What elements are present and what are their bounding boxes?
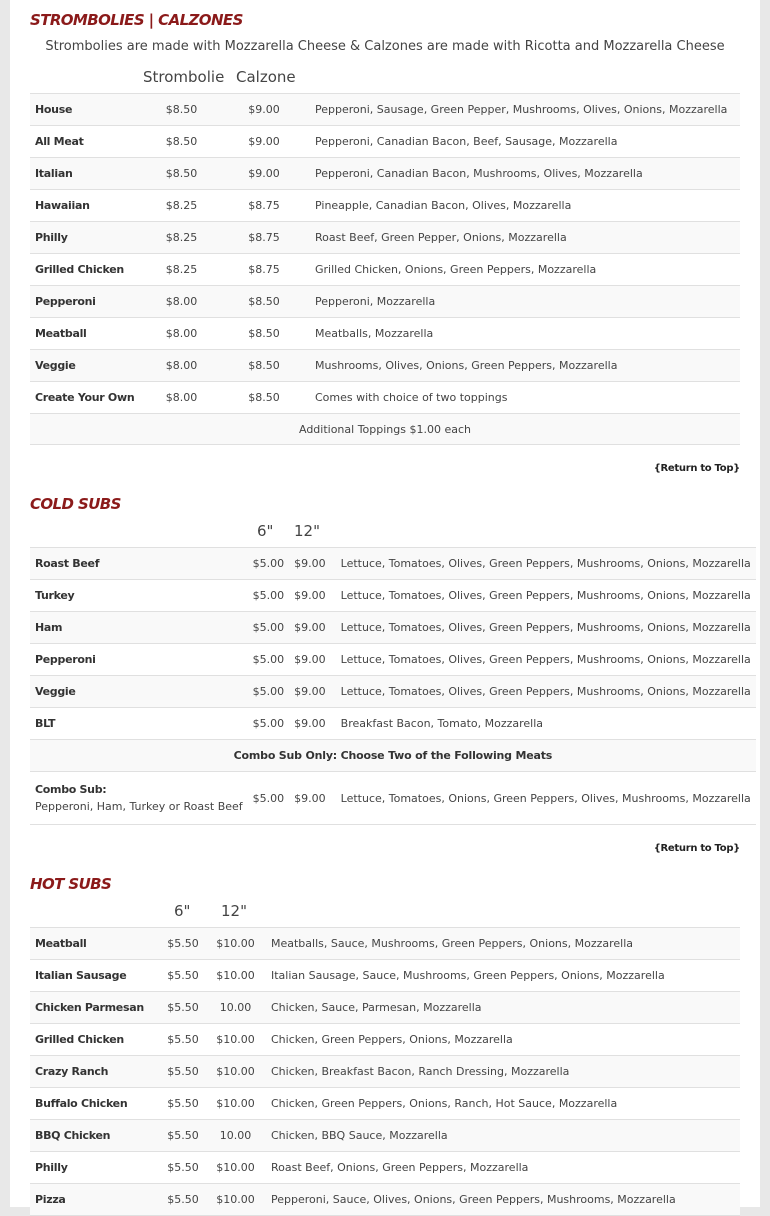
table-row bbox=[30, 644, 756, 676]
item-price-small: $5.00 bbox=[248, 708, 290, 740]
item-description: Grilled Chicken, Onions, Green Peppers, Mozzarella bbox=[305, 254, 740, 286]
item-price-small: $5.50 bbox=[156, 1184, 210, 1216]
item-price-large: $9.00 bbox=[289, 708, 331, 740]
strombolies-title: STROMBOLIES | CALZONES bbox=[30, 11, 243, 29]
item-price-large: $10.00 bbox=[210, 1152, 261, 1184]
item-name: Combo Sub: bbox=[35, 783, 107, 796]
item-description: Chicken, Green Peppers, Onions, Ranch, Hot Sauce, Mozzarella bbox=[261, 1088, 740, 1120]
item-description: Comes with choice of two toppings bbox=[305, 382, 740, 414]
item-name: Pepperoni bbox=[30, 644, 248, 676]
cold-6in-column-header: 6" bbox=[257, 522, 274, 540]
table-row bbox=[30, 1152, 740, 1184]
hot-subs-title: HOT SUBS bbox=[30, 875, 112, 893]
item-price-small: $5.00 bbox=[248, 548, 290, 580]
item-price-large: 10.00 bbox=[210, 1120, 261, 1152]
item-name: Crazy Ranch bbox=[30, 1056, 156, 1088]
item-price-large: $10.00 bbox=[210, 960, 261, 992]
item-description: Lettuce, Tomatoes, Olives, Green Peppers, Mushrooms, Onions, Mozzarella bbox=[331, 548, 756, 580]
item-name: Italian Sausage bbox=[30, 960, 156, 992]
item-price-large: $8.75 bbox=[223, 222, 305, 254]
item-name: Meatball bbox=[30, 928, 156, 960]
hot-subs-table bbox=[30, 927, 740, 1216]
item-price-small: $5.00 bbox=[248, 580, 290, 612]
strombolie-column-header: Strombolie bbox=[143, 68, 225, 86]
item-name: Buffalo Chicken bbox=[30, 1088, 156, 1120]
table-row bbox=[30, 1024, 740, 1056]
return-to-top-link[interactable]: {Return to Top} bbox=[653, 463, 740, 474]
item-price-large: $9.00 bbox=[223, 158, 305, 190]
item-price-large: $9.00 bbox=[223, 126, 305, 158]
table-row bbox=[30, 1120, 740, 1152]
item-description: Roast Beef, Green Pepper, Onions, Mozzarella bbox=[305, 222, 740, 254]
item-price-large: $10.00 bbox=[210, 928, 261, 960]
table-row bbox=[30, 318, 740, 350]
item-price-small: $5.50 bbox=[156, 960, 210, 992]
item-name: Meatball bbox=[30, 318, 140, 350]
item-price-small: $8.50 bbox=[140, 126, 223, 158]
cold-12in-column-header: 12" bbox=[294, 522, 320, 540]
item-name: Create Your Own bbox=[30, 382, 140, 414]
table-row bbox=[30, 254, 740, 286]
item-price-large: $8.50 bbox=[223, 318, 305, 350]
item-description: Pepperoni, Sausage, Green Pepper, Mushrooms, Olives, Onions, Mozzarella bbox=[305, 94, 740, 126]
item-price-small: $8.00 bbox=[140, 318, 223, 350]
strombolies-table bbox=[30, 93, 740, 445]
table-row bbox=[30, 1184, 740, 1216]
item-name: Philly bbox=[30, 1152, 156, 1184]
item-name: Hawaiian bbox=[30, 190, 140, 222]
table-row bbox=[30, 222, 740, 254]
item-price-large: $8.75 bbox=[223, 190, 305, 222]
item-description: Mushrooms, Olives, Onions, Green Peppers, Mozzarella bbox=[305, 350, 740, 382]
table-row bbox=[30, 548, 756, 580]
item-price-large: $8.50 bbox=[223, 382, 305, 414]
return-to-top-link[interactable]: {Return to Top} bbox=[653, 843, 740, 854]
item-name: Chicken Parmesan bbox=[30, 992, 156, 1024]
item-description: Pineapple, Canadian Bacon, Olives, Mozzarella bbox=[305, 190, 740, 222]
item-price-small: $8.00 bbox=[140, 382, 223, 414]
combo-sub-meats: Pepperoni, Ham, Turkey or Roast Beef bbox=[35, 800, 243, 813]
item-name: Turkey bbox=[30, 580, 248, 612]
item-name: Pepperoni bbox=[30, 286, 140, 318]
item-name: Roast Beef bbox=[30, 548, 248, 580]
item-price-small: $5.50 bbox=[156, 1088, 210, 1120]
item-price-small: $5.50 bbox=[156, 1120, 210, 1152]
item-price-small: $5.50 bbox=[156, 928, 210, 960]
item-price-small: $8.00 bbox=[140, 350, 223, 382]
item-description: Chicken, Sauce, Parmesan, Mozzarella bbox=[261, 992, 740, 1024]
table-row bbox=[30, 960, 740, 992]
item-price-small: $5.00 bbox=[248, 676, 290, 708]
item-name: Ham bbox=[30, 612, 248, 644]
table-row bbox=[30, 286, 740, 318]
table-row bbox=[30, 350, 740, 382]
item-description: Pepperoni, Canadian Bacon, Beef, Sausage, Mozzarella bbox=[305, 126, 740, 158]
item-name: Grilled Chicken bbox=[30, 254, 140, 286]
combo-sub-name-cell bbox=[30, 772, 248, 825]
calzone-column-header: Calzone bbox=[236, 68, 296, 86]
table-row bbox=[30, 992, 740, 1024]
additional-toppings-note: Additional Toppings $1.00 each bbox=[30, 414, 740, 445]
item-price-small: $5.50 bbox=[156, 1024, 210, 1056]
table-row bbox=[30, 126, 740, 158]
item-price-small: $5.00 bbox=[248, 612, 290, 644]
item-price-small: $8.25 bbox=[140, 190, 223, 222]
item-name: Pizza bbox=[30, 1184, 156, 1216]
item-price-large: $9.00 bbox=[289, 772, 331, 825]
strombolies-subtitle: Strombolies are made with Mozzarella Cheese & Calzones are made with Ricotta and Mozzarella Cheese bbox=[45, 39, 725, 54]
item-price-large: 10.00 bbox=[210, 992, 261, 1024]
item-description: Lettuce, Tomatoes, Olives, Green Peppers, Mushrooms, Onions, Mozzarella bbox=[331, 612, 756, 644]
item-description: Meatballs, Mozzarella bbox=[305, 318, 740, 350]
table-row bbox=[30, 1088, 740, 1120]
table-row bbox=[30, 1056, 740, 1088]
item-price-small: $5.50 bbox=[156, 992, 210, 1024]
item-description: Lettuce, Tomatoes, Olives, Green Peppers, Mushrooms, Onions, Mozzarella bbox=[331, 580, 756, 612]
item-price-small: $5.00 bbox=[248, 644, 290, 676]
item-description: Meatballs, Sauce, Mushrooms, Green Peppers, Onions, Mozzarella bbox=[261, 928, 740, 960]
item-price-large: $9.00 bbox=[289, 676, 331, 708]
item-price-large: $8.50 bbox=[223, 286, 305, 318]
item-price-small: $8.00 bbox=[140, 286, 223, 318]
item-price-large: $10.00 bbox=[210, 1056, 261, 1088]
item-price-small: $8.50 bbox=[140, 158, 223, 190]
item-description: Chicken, Green Peppers, Onions, Mozzarella bbox=[261, 1024, 740, 1056]
table-row bbox=[30, 158, 740, 190]
item-price-small: $8.25 bbox=[140, 222, 223, 254]
item-price-small: $8.25 bbox=[140, 254, 223, 286]
table-row bbox=[30, 190, 740, 222]
item-price-large: $8.75 bbox=[223, 254, 305, 286]
item-price-large: $9.00 bbox=[289, 580, 331, 612]
item-description: Lettuce, Tomatoes, Olives, Green Peppers, Mushrooms, Onions, Mozzarella bbox=[331, 676, 756, 708]
item-description: Pepperoni, Sauce, Olives, Onions, Green Peppers, Mushrooms, Mozzarella bbox=[261, 1184, 740, 1216]
cold-subs-table bbox=[30, 547, 756, 825]
table-row bbox=[30, 708, 756, 740]
item-description: Italian Sausage, Sauce, Mushrooms, Green Peppers, Onions, Mozzarella bbox=[261, 960, 740, 992]
item-price-small: $8.50 bbox=[140, 94, 223, 126]
toppings-note-row bbox=[30, 414, 740, 445]
hot-6in-column-header: 6" bbox=[174, 902, 191, 920]
item-price-large: $10.00 bbox=[210, 1184, 261, 1216]
item-name: Grilled Chicken bbox=[30, 1024, 156, 1056]
combo-sub-note: Combo Sub Only: Choose Two of the Following Meats bbox=[30, 740, 756, 772]
combo-note-row bbox=[30, 740, 756, 772]
item-description: Breakfast Bacon, Tomato, Mozzarella bbox=[331, 708, 756, 740]
item-description: Chicken, Breakfast Bacon, Ranch Dressing, Mozzarella bbox=[261, 1056, 740, 1088]
item-price-large: $8.50 bbox=[223, 350, 305, 382]
item-price-large: $9.00 bbox=[289, 548, 331, 580]
item-name: Veggie bbox=[30, 676, 248, 708]
item-name: All Meat bbox=[30, 126, 140, 158]
item-price-large: $10.00 bbox=[210, 1024, 261, 1056]
item-description: Roast Beef, Onions, Green Peppers, Mozzarella bbox=[261, 1152, 740, 1184]
table-row bbox=[30, 94, 740, 126]
item-name: Philly bbox=[30, 222, 140, 254]
item-name: Italian bbox=[30, 158, 140, 190]
table-row bbox=[30, 580, 756, 612]
item-price-small: $5.50 bbox=[156, 1152, 210, 1184]
table-row bbox=[30, 772, 756, 825]
table-row bbox=[30, 612, 756, 644]
item-description: Chicken, BBQ Sauce, Mozzarella bbox=[261, 1120, 740, 1152]
table-row bbox=[30, 382, 740, 414]
item-price-small: $5.50 bbox=[156, 1056, 210, 1088]
hot-12in-column-header: 12" bbox=[221, 902, 247, 920]
page bbox=[10, 0, 760, 1207]
item-name: BBQ Chicken bbox=[30, 1120, 156, 1152]
item-description: Pepperoni, Mozzarella bbox=[305, 286, 740, 318]
item-price-large: $9.00 bbox=[289, 612, 331, 644]
item-name: Veggie bbox=[30, 350, 140, 382]
item-price-small: $5.00 bbox=[248, 772, 290, 825]
item-name: House bbox=[30, 94, 140, 126]
cold-subs-title: COLD SUBS bbox=[30, 495, 121, 513]
item-price-large: $10.00 bbox=[210, 1088, 261, 1120]
item-name: BLT bbox=[30, 708, 248, 740]
item-description: Pepperoni, Canadian Bacon, Mushrooms, Olives, Mozzarella bbox=[305, 158, 740, 190]
table-row bbox=[30, 676, 756, 708]
table-row bbox=[30, 928, 740, 960]
item-description: Lettuce, Tomatoes, Olives, Green Peppers, Mushrooms, Onions, Mozzarella bbox=[331, 644, 756, 676]
item-price-large: $9.00 bbox=[223, 94, 305, 126]
item-description: Lettuce, Tomatoes, Onions, Green Peppers, Olives, Mushrooms, Mozzarella bbox=[331, 772, 756, 825]
item-price-large: $9.00 bbox=[289, 644, 331, 676]
